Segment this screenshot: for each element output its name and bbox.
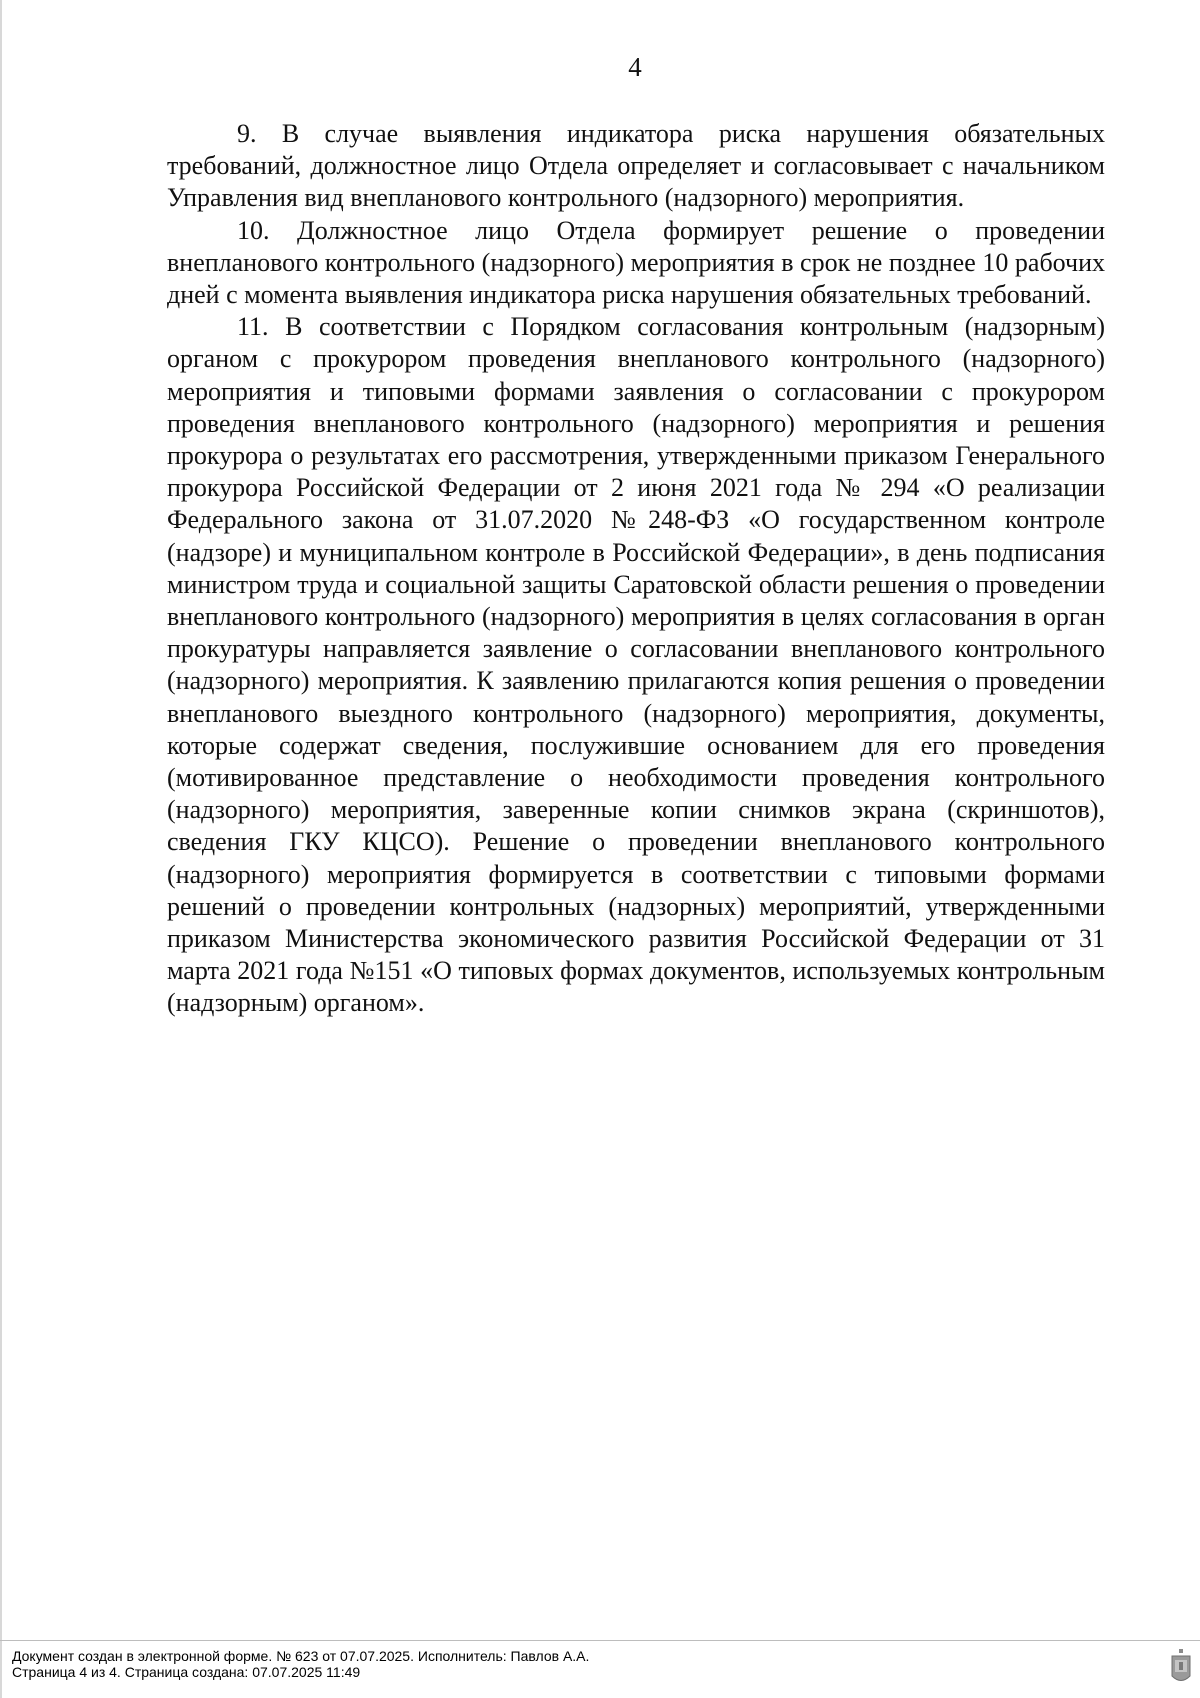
electronic-document-footer	[12, 1648, 1112, 1680]
emblem-icon	[1170, 1648, 1192, 1686]
page-number: 4	[628, 52, 642, 82]
footer-page-info: Страница 4 из 4. Страница создана: 07.07.2025 11:49	[12, 1664, 361, 1680]
footer-divider	[0, 1640, 1200, 1641]
paragraph-9: 9. В случае выявления индикатора риска нарушения обязательных требований, должностное лицо Отдела определяет и согласовывает с начальником Управления вид внепланового контрольного (надзорного) мероприятия.	[167, 119, 1105, 213]
footer-document-info: Документ создан в электронной форме. № 623 от 07.07.2025. Исполнитель: Павлов А.А.	[12, 1648, 590, 1664]
paragraph-10: 10. Должностное лицо Отдела формирует решение о проведении внепланового контрольного (надзорного) мероприятия в срок не позднее 10 рабочих дней с момента выявления индикатора риска нарушения обязательных требований.	[167, 215, 1105, 310]
document-body	[167, 118, 1105, 1020]
paragraph-11: 11. В соответствии с Порядком согласования контрольным (надзорным) органом с прокурором проведения внепланового контрольного (надзорного) мероприятия и типовыми формами заявления о согласовании с прокурором проведения внепланового контрольного (надзорного) мероприятия и решения прокурора о результатах его рассмотрения, утвержденными приказом Генерального прокурора Российской Федерации от 2 июня 2021 года № 294 «О реализации Федерального закона от 31.07.2020 №248-ФЗ «О государственном контроле (надзоре) и муниципальном контроле в Российской Федерации», в день подписания министром труда и социальной защиты Саратовской области решения о проведении внепланового контрольного (надзорного) мероприятия в целях согласования в орган прокуратуры направляется заявление о согласовании внепланового контрольного (надзорного) мероприятия. К заявлению прилагаются копия решения о проведении внепланового выездного контрольного (надзорного) мероприятия, документы, которые содержат сведения, послужившие основанием для его проведения (мотивированное представление о необходимости проведения контрольного (надзорного) мероприятия, заверенные копии снимков экрана (скриншотов), сведения ГКУ КЦСО). Решение о проведении внепланового контрольного (надзорного) мероприятия формируется в соответствии с типовыми формами решений о проведении контрольных (надзорных) мероприятий, утвержденными приказом Министерства экономического развития Российской Федерации от 31 марта 2021 года №151 «О типовых формах документов, используемых контрольным (надзорным) органом».	[167, 312, 1105, 1018]
page-edge	[0, 0, 2, 1698]
